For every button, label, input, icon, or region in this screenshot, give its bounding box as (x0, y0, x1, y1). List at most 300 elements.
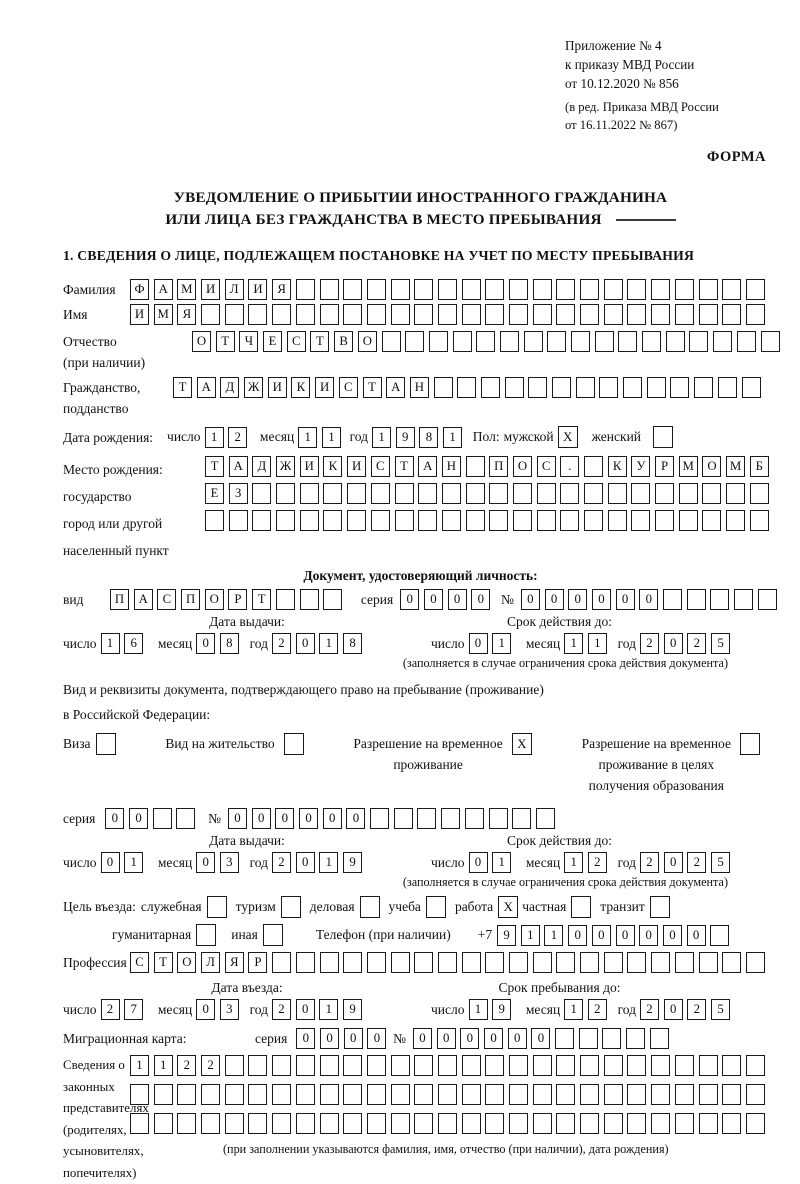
char-cell[interactable] (485, 304, 504, 325)
char-cell[interactable] (580, 279, 599, 300)
char-cell[interactable]: 3 (220, 999, 239, 1020)
char-cell[interactable]: 0 (687, 925, 706, 946)
char-cell[interactable] (414, 304, 433, 325)
char-cell[interactable] (391, 952, 410, 973)
char-cell[interactable]: О (702, 456, 721, 477)
char-cell[interactable]: К (608, 456, 627, 477)
char-cell[interactable] (300, 589, 319, 610)
char-cell[interactable]: 8 (343, 633, 362, 654)
char-cell[interactable] (528, 377, 547, 398)
char-cell[interactable] (699, 1084, 718, 1105)
char-cell[interactable] (533, 952, 552, 973)
char-cell[interactable]: И (130, 304, 149, 325)
char-cell[interactable]: 0 (448, 589, 467, 610)
char-cell[interactable]: 0 (196, 999, 215, 1020)
purpose-tourism-checkbox[interactable] (281, 896, 301, 918)
char-cell[interactable]: В (334, 331, 353, 352)
char-cell[interactable]: 0 (101, 852, 120, 873)
char-cell[interactable] (537, 510, 556, 531)
char-cell[interactable] (272, 1055, 291, 1076)
char-cell[interactable]: П (110, 589, 129, 610)
char-cell[interactable] (176, 808, 195, 829)
char-cell[interactable]: 2 (272, 633, 291, 654)
char-cell[interactable] (457, 377, 476, 398)
char-cell[interactable]: 0 (521, 589, 540, 610)
char-cell[interactable]: С (537, 456, 556, 477)
char-cell[interactable]: 0 (296, 1028, 315, 1049)
char-cell[interactable] (438, 304, 457, 325)
char-cell[interactable]: 1 (319, 999, 338, 1020)
char-cell[interactable]: 5 (711, 633, 730, 654)
char-cell[interactable] (576, 377, 595, 398)
char-cell[interactable] (722, 1055, 741, 1076)
char-cell[interactable] (382, 331, 401, 352)
char-cell[interactable]: Р (228, 589, 247, 610)
char-cell[interactable] (300, 483, 319, 504)
char-cell[interactable]: Д (252, 456, 271, 477)
char-cell[interactable] (462, 279, 481, 300)
char-cell[interactable] (627, 1113, 646, 1134)
char-cell[interactable] (555, 1028, 574, 1049)
char-cell[interactable] (391, 1113, 410, 1134)
char-cell[interactable]: М (726, 456, 745, 477)
char-cell[interactable] (675, 304, 694, 325)
char-cell[interactable] (300, 510, 319, 531)
char-cell[interactable]: 0 (400, 589, 419, 610)
char-cell[interactable]: 7 (124, 999, 143, 1020)
char-cell[interactable] (485, 1055, 504, 1076)
char-cell[interactable]: . (560, 456, 579, 477)
char-cell[interactable] (746, 952, 765, 973)
char-cell[interactable]: 0 (471, 589, 490, 610)
char-cell[interactable]: 1 (372, 427, 391, 448)
char-cell[interactable]: О (513, 456, 532, 477)
char-cell[interactable] (442, 483, 461, 504)
char-cell[interactable] (462, 1055, 481, 1076)
sex-female-checkbox[interactable] (653, 426, 673, 448)
char-cell[interactable] (663, 589, 682, 610)
char-cell[interactable]: 2 (201, 1055, 220, 1076)
char-cell[interactable] (248, 304, 267, 325)
char-cell[interactable] (604, 304, 623, 325)
char-cell[interactable] (623, 377, 642, 398)
char-cell[interactable]: Р (655, 456, 674, 477)
char-cell[interactable] (465, 808, 484, 829)
char-cell[interactable]: 1 (469, 999, 488, 1020)
char-cell[interactable] (556, 304, 575, 325)
char-cell[interactable] (618, 331, 637, 352)
char-cell[interactable] (323, 510, 342, 531)
char-cell[interactable] (248, 1113, 267, 1134)
char-cell[interactable] (584, 510, 603, 531)
temp-residence-checkbox[interactable]: X (512, 733, 532, 755)
char-cell[interactable] (679, 483, 698, 504)
char-cell[interactable] (533, 1084, 552, 1105)
char-cell[interactable]: 0 (460, 1028, 479, 1049)
char-cell[interactable] (533, 1055, 552, 1076)
char-cell[interactable] (666, 331, 685, 352)
char-cell[interactable]: К (323, 456, 342, 477)
char-cell[interactable] (367, 304, 386, 325)
char-cell[interactable] (320, 279, 339, 300)
visa-checkbox[interactable] (96, 733, 116, 755)
char-cell[interactable] (722, 304, 741, 325)
char-cell[interactable] (560, 483, 579, 504)
char-cell[interactable] (750, 483, 769, 504)
char-cell[interactable] (320, 952, 339, 973)
char-cell[interactable] (580, 304, 599, 325)
char-cell[interactable]: Ж (276, 456, 295, 477)
char-cell[interactable]: Д (220, 377, 239, 398)
purpose-official-checkbox[interactable] (207, 896, 227, 918)
char-cell[interactable]: И (347, 456, 366, 477)
char-cell[interactable]: 0 (296, 852, 315, 873)
char-cell[interactable] (418, 510, 437, 531)
char-cell[interactable]: 0 (323, 808, 342, 829)
char-cell[interactable] (466, 510, 485, 531)
char-cell[interactable] (746, 1113, 765, 1134)
char-cell[interactable] (391, 304, 410, 325)
char-cell[interactable] (367, 1084, 386, 1105)
char-cell[interactable]: С (157, 589, 176, 610)
char-cell[interactable] (761, 331, 780, 352)
char-cell[interactable] (734, 589, 753, 610)
char-cell[interactable]: 0 (346, 808, 365, 829)
char-cell[interactable] (699, 304, 718, 325)
char-cell[interactable] (296, 279, 315, 300)
char-cell[interactable] (675, 1055, 694, 1076)
char-cell[interactable] (509, 1113, 528, 1134)
char-cell[interactable] (343, 1084, 362, 1105)
char-cell[interactable] (320, 1084, 339, 1105)
char-cell[interactable]: Е (263, 331, 282, 352)
char-cell[interactable]: Ж (244, 377, 263, 398)
char-cell[interactable]: М (154, 304, 173, 325)
char-cell[interactable]: 1 (443, 427, 462, 448)
char-cell[interactable] (485, 952, 504, 973)
char-cell[interactable] (462, 952, 481, 973)
char-cell[interactable]: 0 (508, 1028, 527, 1049)
char-cell[interactable]: Я (225, 952, 244, 973)
char-cell[interactable] (489, 510, 508, 531)
char-cell[interactable]: Т (154, 952, 173, 973)
char-cell[interactable]: 0 (663, 925, 682, 946)
char-cell[interactable] (391, 279, 410, 300)
char-cell[interactable]: 0 (252, 808, 271, 829)
char-cell[interactable]: Ч (239, 331, 258, 352)
char-cell[interactable] (746, 1084, 765, 1105)
char-cell[interactable]: 0 (320, 1028, 339, 1049)
char-cell[interactable] (595, 331, 614, 352)
char-cell[interactable] (713, 331, 732, 352)
char-cell[interactable] (225, 1113, 244, 1134)
char-cell[interactable] (694, 377, 713, 398)
char-cell[interactable] (718, 377, 737, 398)
char-cell[interactable] (370, 808, 389, 829)
char-cell[interactable] (742, 377, 761, 398)
char-cell[interactable] (272, 952, 291, 973)
char-cell[interactable] (746, 304, 765, 325)
char-cell[interactable] (560, 510, 579, 531)
char-cell[interactable] (627, 279, 646, 300)
char-cell[interactable] (296, 1113, 315, 1134)
char-cell[interactable] (699, 1113, 718, 1134)
char-cell[interactable]: 2 (101, 999, 120, 1020)
char-cell[interactable] (631, 510, 650, 531)
char-cell[interactable] (489, 483, 508, 504)
char-cell[interactable] (750, 510, 769, 531)
char-cell[interactable]: О (205, 589, 224, 610)
char-cell[interactable]: Ф (130, 279, 149, 300)
char-cell[interactable] (485, 279, 504, 300)
purpose-study-checkbox[interactable] (426, 896, 446, 918)
char-cell[interactable] (509, 304, 528, 325)
char-cell[interactable] (651, 304, 670, 325)
char-cell[interactable] (505, 377, 524, 398)
char-cell[interactable]: 9 (492, 999, 511, 1020)
char-cell[interactable]: Я (272, 279, 291, 300)
char-cell[interactable] (556, 279, 575, 300)
char-cell[interactable] (489, 808, 508, 829)
purpose-business-checkbox[interactable] (360, 896, 380, 918)
char-cell[interactable]: Т (252, 589, 271, 610)
char-cell[interactable] (737, 331, 756, 352)
char-cell[interactable]: 2 (640, 852, 659, 873)
char-cell[interactable]: 8 (220, 633, 239, 654)
char-cell[interactable]: П (181, 589, 200, 610)
char-cell[interactable]: 0 (196, 852, 215, 873)
char-cell[interactable] (343, 952, 362, 973)
char-cell[interactable] (556, 1113, 575, 1134)
char-cell[interactable] (699, 952, 718, 973)
char-cell[interactable]: А (154, 279, 173, 300)
char-cell[interactable]: 1 (322, 427, 341, 448)
char-cell[interactable]: 0 (296, 999, 315, 1020)
char-cell[interactable]: 0 (296, 633, 315, 654)
char-cell[interactable] (394, 808, 413, 829)
char-cell[interactable] (537, 483, 556, 504)
char-cell[interactable] (651, 1055, 670, 1076)
char-cell[interactable] (556, 1084, 575, 1105)
char-cell[interactable]: Я (177, 304, 196, 325)
char-cell[interactable]: 1 (564, 633, 583, 654)
char-cell[interactable] (201, 1084, 220, 1105)
char-cell[interactable]: 2 (687, 633, 706, 654)
char-cell[interactable] (675, 279, 694, 300)
char-cell[interactable] (710, 925, 729, 946)
char-cell[interactable] (726, 483, 745, 504)
char-cell[interactable]: 9 (396, 427, 415, 448)
char-cell[interactable]: 0 (469, 633, 488, 654)
char-cell[interactable]: Т (310, 331, 329, 352)
char-cell[interactable] (414, 1055, 433, 1076)
char-cell[interactable]: 1 (205, 427, 224, 448)
char-cell[interactable]: 1 (154, 1055, 173, 1076)
char-cell[interactable]: И (268, 377, 287, 398)
char-cell[interactable] (627, 952, 646, 973)
char-cell[interactable] (248, 1055, 267, 1076)
char-cell[interactable]: 1 (124, 852, 143, 873)
char-cell[interactable] (405, 331, 424, 352)
char-cell[interactable] (608, 483, 627, 504)
char-cell[interactable] (296, 1055, 315, 1076)
char-cell[interactable]: 0 (568, 925, 587, 946)
char-cell[interactable] (599, 377, 618, 398)
char-cell[interactable] (556, 1055, 575, 1076)
char-cell[interactable]: 1 (521, 925, 540, 946)
char-cell[interactable] (225, 304, 244, 325)
char-cell[interactable] (391, 1055, 410, 1076)
char-cell[interactable]: 2 (588, 999, 607, 1020)
char-cell[interactable]: Л (201, 952, 220, 973)
char-cell[interactable] (481, 377, 500, 398)
char-cell[interactable]: 0 (592, 589, 611, 610)
char-cell[interactable]: З (229, 483, 248, 504)
char-cell[interactable]: М (177, 279, 196, 300)
char-cell[interactable]: 6 (124, 633, 143, 654)
char-cell[interactable]: И (201, 279, 220, 300)
purpose-private-checkbox[interactable] (571, 896, 591, 918)
char-cell[interactable] (367, 1055, 386, 1076)
char-cell[interactable] (414, 279, 433, 300)
char-cell[interactable]: Т (173, 377, 192, 398)
char-cell[interactable] (533, 1113, 552, 1134)
char-cell[interactable]: 1 (101, 633, 120, 654)
char-cell[interactable]: 0 (344, 1028, 363, 1049)
char-cell[interactable] (272, 1113, 291, 1134)
char-cell[interactable] (513, 510, 532, 531)
char-cell[interactable]: 0 (105, 808, 124, 829)
char-cell[interactable] (466, 483, 485, 504)
char-cell[interactable] (722, 1084, 741, 1105)
char-cell[interactable] (276, 510, 295, 531)
char-cell[interactable] (512, 808, 531, 829)
char-cell[interactable]: 0 (664, 999, 683, 1020)
char-cell[interactable] (726, 510, 745, 531)
char-cell[interactable] (438, 1084, 457, 1105)
char-cell[interactable] (438, 952, 457, 973)
char-cell[interactable]: Т (395, 456, 414, 477)
char-cell[interactable] (252, 483, 271, 504)
char-cell[interactable]: 0 (568, 589, 587, 610)
char-cell[interactable] (702, 483, 721, 504)
char-cell[interactable] (414, 1084, 433, 1105)
char-cell[interactable] (670, 377, 689, 398)
char-cell[interactable]: 9 (343, 852, 362, 873)
char-cell[interactable] (675, 952, 694, 973)
char-cell[interactable] (627, 304, 646, 325)
char-cell[interactable] (276, 483, 295, 504)
char-cell[interactable] (462, 1113, 481, 1134)
char-cell[interactable] (626, 1028, 645, 1049)
char-cell[interactable]: 9 (497, 925, 516, 946)
char-cell[interactable]: 2 (177, 1055, 196, 1076)
char-cell[interactable] (153, 808, 172, 829)
char-cell[interactable] (466, 456, 485, 477)
char-cell[interactable] (323, 589, 342, 610)
char-cell[interactable]: 0 (299, 808, 318, 829)
char-cell[interactable] (371, 510, 390, 531)
char-cell[interactable] (746, 279, 765, 300)
char-cell[interactable] (650, 1028, 669, 1049)
char-cell[interactable]: 5 (711, 852, 730, 873)
char-cell[interactable] (513, 483, 532, 504)
char-cell[interactable] (579, 1028, 598, 1049)
char-cell[interactable] (296, 952, 315, 973)
char-cell[interactable]: 2 (640, 999, 659, 1020)
char-cell[interactable]: 0 (196, 633, 215, 654)
char-cell[interactable]: 2 (687, 999, 706, 1020)
char-cell[interactable] (556, 952, 575, 973)
char-cell[interactable] (453, 331, 472, 352)
char-cell[interactable] (533, 304, 552, 325)
char-cell[interactable]: 1 (492, 852, 511, 873)
char-cell[interactable] (710, 589, 729, 610)
char-cell[interactable]: И (248, 279, 267, 300)
char-cell[interactable]: 0 (664, 852, 683, 873)
char-cell[interactable]: И (315, 377, 334, 398)
char-cell[interactable]: М (679, 456, 698, 477)
char-cell[interactable] (627, 1084, 646, 1105)
char-cell[interactable]: 0 (639, 589, 658, 610)
char-cell[interactable]: О (177, 952, 196, 973)
char-cell[interactable] (417, 808, 436, 829)
char-cell[interactable]: 1 (130, 1055, 149, 1076)
char-cell[interactable]: 1 (588, 633, 607, 654)
char-cell[interactable] (252, 510, 271, 531)
char-cell[interactable] (722, 952, 741, 973)
char-cell[interactable] (205, 510, 224, 531)
char-cell[interactable] (571, 331, 590, 352)
char-cell[interactable]: С (287, 331, 306, 352)
char-cell[interactable]: 0 (129, 808, 148, 829)
char-cell[interactable] (580, 1055, 599, 1076)
char-cell[interactable]: К (291, 377, 310, 398)
char-cell[interactable]: Т (205, 456, 224, 477)
char-cell[interactable] (276, 589, 295, 610)
char-cell[interactable] (429, 331, 448, 352)
char-cell[interactable] (323, 483, 342, 504)
char-cell[interactable]: 0 (531, 1028, 550, 1049)
char-cell[interactable] (343, 1113, 362, 1134)
char-cell[interactable] (438, 1055, 457, 1076)
char-cell[interactable] (371, 483, 390, 504)
char-cell[interactable]: А (386, 377, 405, 398)
char-cell[interactable] (647, 377, 666, 398)
char-cell[interactable] (438, 1113, 457, 1134)
char-cell[interactable] (642, 331, 661, 352)
char-cell[interactable]: Н (442, 456, 461, 477)
char-cell[interactable]: 0 (228, 808, 247, 829)
char-cell[interactable]: 0 (592, 925, 611, 946)
char-cell[interactable]: С (339, 377, 358, 398)
char-cell[interactable] (229, 510, 248, 531)
char-cell[interactable]: Н (410, 377, 429, 398)
char-cell[interactable] (320, 304, 339, 325)
char-cell[interactable]: 8 (419, 427, 438, 448)
char-cell[interactable] (296, 304, 315, 325)
char-cell[interactable] (347, 483, 366, 504)
char-cell[interactable]: 0 (616, 925, 635, 946)
char-cell[interactable] (533, 279, 552, 300)
char-cell[interactable] (272, 1084, 291, 1105)
char-cell[interactable]: 3 (220, 852, 239, 873)
char-cell[interactable] (604, 1113, 623, 1134)
char-cell[interactable] (201, 1113, 220, 1134)
char-cell[interactable]: 1 (319, 852, 338, 873)
char-cell[interactable] (509, 279, 528, 300)
char-cell[interactable] (604, 952, 623, 973)
